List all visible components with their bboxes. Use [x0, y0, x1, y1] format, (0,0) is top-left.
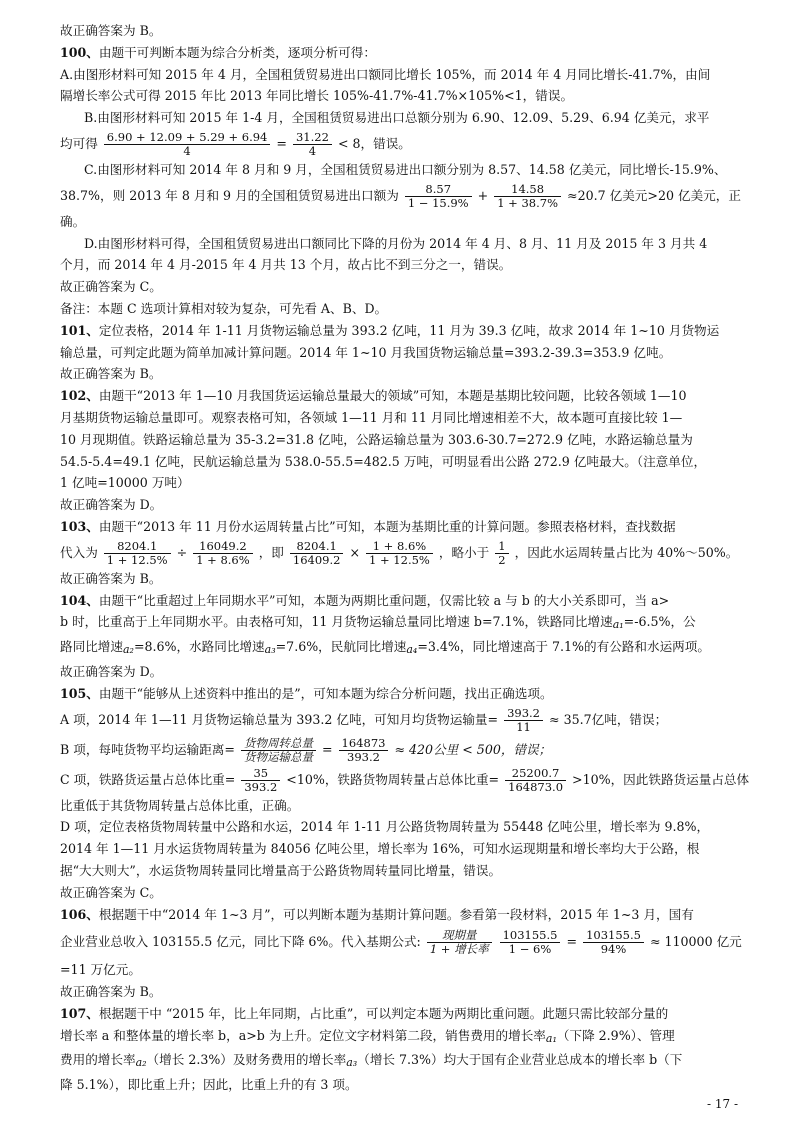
- paragraph-line: 2014 年 1—11 月水运货物周转量为 84056 亿吨公里，增长率为 16%，可知水运现期量和增长率均大于公路，根: [60, 841, 700, 857]
- text-run: 路同比增速: [60, 639, 123, 655]
- denominator: 1 + 12.5%: [106, 552, 168, 567]
- text-run: <10%，铁路货物周转量占总体比重=: [286, 771, 500, 787]
- text-run: 均可得: [60, 135, 98, 151]
- text-run: ，即: [258, 544, 284, 560]
- fraction: [104, 540, 171, 567]
- paragraph-line: 隔增长率公式可得 2015 年比 2013 年同比增长 105%-41.7%-41.7%×105%<1，错误。: [60, 88, 574, 104]
- paragraph-line: [60, 636, 746, 661]
- paragraph-line: D.由图形材料可得，全国租赁贸易进出口额同比下降的月份为 2014 年 4 月、8 月、11 月及 2015 年 3 月共 4: [84, 235, 708, 251]
- fraction: [500, 929, 561, 956]
- numerator: 8.57: [405, 183, 472, 197]
- question-number: 102、: [60, 388, 99, 404]
- paragraph-line: [60, 1025, 746, 1050]
- handwritten-fraction: [427, 929, 492, 956]
- operator: =: [566, 934, 578, 950]
- question-101-heading: [60, 320, 746, 342]
- text-run: ≈20.7 亿美元>20 亿美元，正: [567, 187, 741, 203]
- text-run: B 项，每吨货物平均运输距离=: [60, 741, 235, 757]
- numerator: 14.58: [494, 183, 561, 197]
- question-text: 根据题干中 “2015 年，比上年同期，占比重”，可以判定本题为两期比重问题。此题只需比较部分量的: [98, 1005, 669, 1021]
- question-text: 定位表格，2014 年 1-11 月货物运输总量为 393.2 亿吨，11 月为 39.3 亿吨，故求 2014 年 1~10 月货物运: [98, 322, 720, 338]
- question-107-heading: [60, 1003, 746, 1025]
- text-run: < 8，错误。: [337, 135, 411, 151]
- question-104-heading: [60, 590, 746, 612]
- question-102-heading: [60, 385, 746, 407]
- formula-line: [60, 735, 746, 765]
- operator: ÷: [176, 544, 188, 560]
- fraction: [290, 540, 344, 567]
- numerator: 393.2: [504, 707, 543, 721]
- numerator: 现期量: [427, 929, 492, 943]
- numerator: 货物周转总量: [241, 737, 316, 751]
- formula-line: [60, 765, 750, 795]
- paragraph-line: 1 亿吨=10000 万吨）: [60, 475, 190, 491]
- symbol: a₃: [264, 643, 276, 657]
- symbol: a₁: [612, 618, 624, 632]
- text-run: C 项，铁路货运量占总体比重=: [60, 771, 236, 787]
- text-run: b 时，比重高于上年同期水平。由表格可知，11 月货物运输总量同比增速 b=7.1%，铁路同比增速: [60, 614, 613, 630]
- handwritten-fraction: [241, 737, 316, 764]
- paragraph-line: 54.5-5.4=49.1 亿吨，民航运输总量为 538.0-55.5=482.5 万吨，可明显看出公路 272.9 亿吨最大。（注意单位，: [60, 453, 707, 469]
- text-run: （增长 2.3%）及财务费用的增长率: [146, 1052, 347, 1068]
- answer-line: 故正确答案为 B。: [60, 23, 162, 38]
- paragraph-line: 降 5.1%），即比重上升；因此，比重上升的有 3 项。: [60, 1077, 358, 1093]
- denominator: 164873.0: [508, 779, 564, 794]
- numerator: 1: [495, 540, 508, 554]
- paragraph-line: [60, 611, 746, 636]
- answer-line: 故正确答案为 B。: [60, 366, 162, 382]
- answer-line: 故正确答案为 B。: [60, 984, 162, 1000]
- text-run: 代入为: [60, 544, 98, 560]
- denominator: 1 + 增长率: [429, 942, 489, 957]
- denominator: 16409.2: [292, 552, 341, 567]
- paragraph-line: 输总量，可判定此题为简单加减计算问题。2014 年 1~10 月我国货物运输总量=393.2-39.3=353.9 亿吨。: [60, 344, 672, 360]
- text-run: =-6.5%，公: [623, 614, 696, 630]
- question-number: 103、: [60, 518, 99, 534]
- paragraph-line: 个月，而 2014 年 4 月-2015 年 4 月共 13 个月，故占比不到三分之一，错误。: [60, 257, 512, 273]
- denominator: 393.2: [244, 779, 278, 794]
- text-run: =7.6%，民航同比增速: [275, 639, 407, 655]
- denominator: 2: [498, 552, 506, 567]
- fraction: [193, 540, 252, 567]
- paragraph-line: 10 月现期值。铁路运输总量为 35-3.2=31.8 亿吨，公路运输总量为 303.6-30.7=272.9 亿吨，水路运输总量为: [60, 431, 693, 447]
- text-run: ，因此水运周转量占比为 40%～50%。: [514, 544, 739, 560]
- symbol: a₄: [406, 643, 418, 657]
- numerator: 8204.1: [290, 540, 344, 554]
- numerator: 8204.1: [104, 540, 171, 554]
- symbol: a₂: [122, 643, 134, 657]
- fraction: [293, 131, 332, 158]
- text-run: A 项，2014 年 1—11 月货物运输总量为 393.2 亿吨，可知月均货物运输量=: [60, 711, 499, 727]
- text-run: =3.4%，同比增速高于 7.1%的有公路和水运两项。: [417, 639, 710, 655]
- paragraph-line: =11 万亿元。: [60, 962, 141, 978]
- paragraph-line: [60, 1049, 746, 1074]
- paragraph-line: 据“大大则大”，水运货物周转量同比增量高于公路货物周转量同比增量，错误。: [60, 862, 502, 878]
- numerator: 6.90 + 12.09 + 5.29 + 6.94: [104, 131, 271, 145]
- operator: +: [477, 187, 489, 203]
- fraction: [339, 737, 389, 764]
- numerator: 25200.7: [505, 767, 566, 781]
- symbol: a₃: [346, 1056, 358, 1070]
- question-number: 101、: [60, 322, 99, 338]
- paragraph-line: A.由图形材料可知 2015 年 4 月，全国租赁贸易进出口额同比增长 105%，而 2014 年 4 月同比增长-41.7%，由间: [60, 66, 711, 82]
- question-number: 105、: [60, 685, 99, 701]
- text-run: =8.6%，水路同比增速: [133, 639, 265, 655]
- paragraph-line: 月基期货物运输总量即可。观察表格可知，各领域 1—11 月和 11 月同比增速相差不大，故本题可直接比较 1—: [60, 409, 683, 425]
- question-text: 根据题干中“2014 年 1~3 月”，可以判断本题为基期计算问题。参看第一段材料，2015 年 1~3 月，国有: [98, 906, 694, 922]
- fraction: [583, 929, 644, 956]
- question-100-heading: [60, 42, 746, 64]
- denominator: 1 + 8.6%: [196, 552, 250, 567]
- text-run: ，略小于: [438, 544, 490, 560]
- operator: ×: [349, 544, 361, 560]
- denominator: 1 − 6%: [508, 942, 552, 957]
- formula-line: [60, 925, 746, 959]
- answer-line: 故正确答案为 D。: [60, 497, 163, 513]
- denominator: 393.2: [347, 749, 380, 764]
- text-run: 企业营业总收入 103155.5 亿元，同比下降 6%。代入基期公式:: [60, 934, 421, 950]
- denominator: 4: [308, 143, 317, 158]
- question-number: 104、: [60, 592, 99, 608]
- denominator: 4: [183, 143, 191, 158]
- text-run: 费用的增长率: [60, 1052, 136, 1068]
- denominator: 94%: [600, 942, 627, 957]
- fraction: [405, 183, 472, 210]
- paragraph-line: B.由图形材料可知 2015 年 1-4 月，全国租赁贸易进出口总额分别为 6.90、12.09、5.29、6.94 亿美元，求平: [84, 110, 710, 126]
- denominator: 1 + 38.7%: [497, 195, 558, 210]
- fraction: [241, 767, 280, 794]
- fraction: [505, 767, 566, 794]
- operator: =: [321, 741, 333, 757]
- numerator: 31.22: [293, 131, 332, 145]
- denominator: 11: [516, 719, 531, 734]
- paragraph-line: 比重低于其货物周转量占总体比重，正确。: [60, 797, 300, 813]
- question-text: 由题干“2013 年 1—10 月我国货运运输总量最大的领域”可知，本题是基期比较问题，比较各领域 1—10: [98, 388, 687, 404]
- denominator: 货物运输总量: [243, 749, 313, 764]
- question-103-heading: [60, 516, 746, 538]
- numerator: 1 + 8.6%: [366, 540, 433, 554]
- question-text: 由题干可判断本题为综合分析类，逐项分析可得：: [98, 44, 376, 60]
- question-number: 100、: [60, 44, 99, 60]
- text-run: （下降 2.9%）、管理: [556, 1027, 675, 1043]
- fraction: [494, 183, 561, 210]
- fraction: [504, 707, 543, 734]
- text-run: 38.7%，则 2013 年 8 月和 9 月的全国租赁贸易进出口额为: [60, 187, 399, 203]
- fraction: [366, 540, 433, 567]
- formula-line: [60, 705, 746, 735]
- text-run: ≈ 420公里 < 500，错误；: [394, 741, 552, 757]
- text-run: （增长 7.3%）均大于国有企业营业总成本的增长率 b（下: [357, 1052, 683, 1068]
- text-run: ≈ 110000 亿元: [649, 934, 742, 950]
- answer-line: 故正确答案为 C。: [60, 279, 162, 295]
- paragraph-line: C.由图形材料可知 2014 年 8 月和 9 月，全国租赁贸易进出口额分别为 8.57、14.58 亿美元，同比增长-15.9%、: [84, 161, 727, 177]
- answer-line: 故正确答案为 B。: [60, 570, 162, 586]
- text-run: ≈ 35.7亿吨，错误；: [549, 711, 668, 727]
- fraction: [104, 131, 271, 158]
- question-text: 由题干“2013 年 11 月份水运周转量占比”可知，本题为基期比重的计算问题。参照表格材料，查找数据: [98, 518, 676, 534]
- answer-line: 故正确答案为 D。: [60, 663, 163, 679]
- page-number: - 17 -: [706, 1097, 738, 1111]
- numerator: 35: [241, 767, 280, 781]
- paragraph-line: D 项，定位表格货物周转量中公路和水运，2014 年 1-11 月公路货物周转量为 55448 亿吨公里，增长率为 9.8%，: [60, 819, 710, 835]
- formula-line: [60, 538, 746, 568]
- fraction: [495, 540, 508, 567]
- paragraph-line: 确。: [60, 213, 86, 229]
- note-line: 备注：本题 C 选项计算相对较为复杂，可先看 A、B、D。: [60, 300, 388, 316]
- text-run: 增长率 a 和整体量的增长率 b，a>b 为上升。定位文字材料第二段，销售费用的增长率: [60, 1027, 546, 1043]
- formula-line: [60, 129, 746, 159]
- denominator: 1 + 12.5%: [369, 552, 430, 567]
- question-number: 107、: [60, 1005, 99, 1021]
- question-106-heading: [60, 904, 746, 926]
- numerator: 103155.5: [500, 929, 561, 943]
- question-text: 由题干“能够从上述资料中推出的是”，可知本题为综合分析问题，找出正确选项。: [98, 685, 553, 701]
- answer-explanations: [60, 20, 750, 1096]
- question-number: 106、: [60, 906, 99, 922]
- numerator: 16049.2: [193, 540, 252, 554]
- symbol: a₂: [135, 1056, 147, 1070]
- denominator: 1 − 15.9%: [407, 195, 469, 210]
- numerator: 164873: [339, 737, 389, 751]
- formula-line: [60, 181, 746, 211]
- symbol: a₁: [545, 1031, 557, 1045]
- numerator: 103155.5: [583, 929, 644, 943]
- question-text: 由题干“比重超过上年同期水平”可知，本题为两期比重问题，仅需比较 a 与 b 的大小关系即可，当 a>: [98, 592, 670, 608]
- question-105-heading: [60, 683, 746, 705]
- text-run: >10%，因此铁路货运量占总体: [572, 771, 750, 787]
- operator: =: [276, 135, 287, 151]
- answer-line: 故正确答案为 C。: [60, 884, 162, 900]
